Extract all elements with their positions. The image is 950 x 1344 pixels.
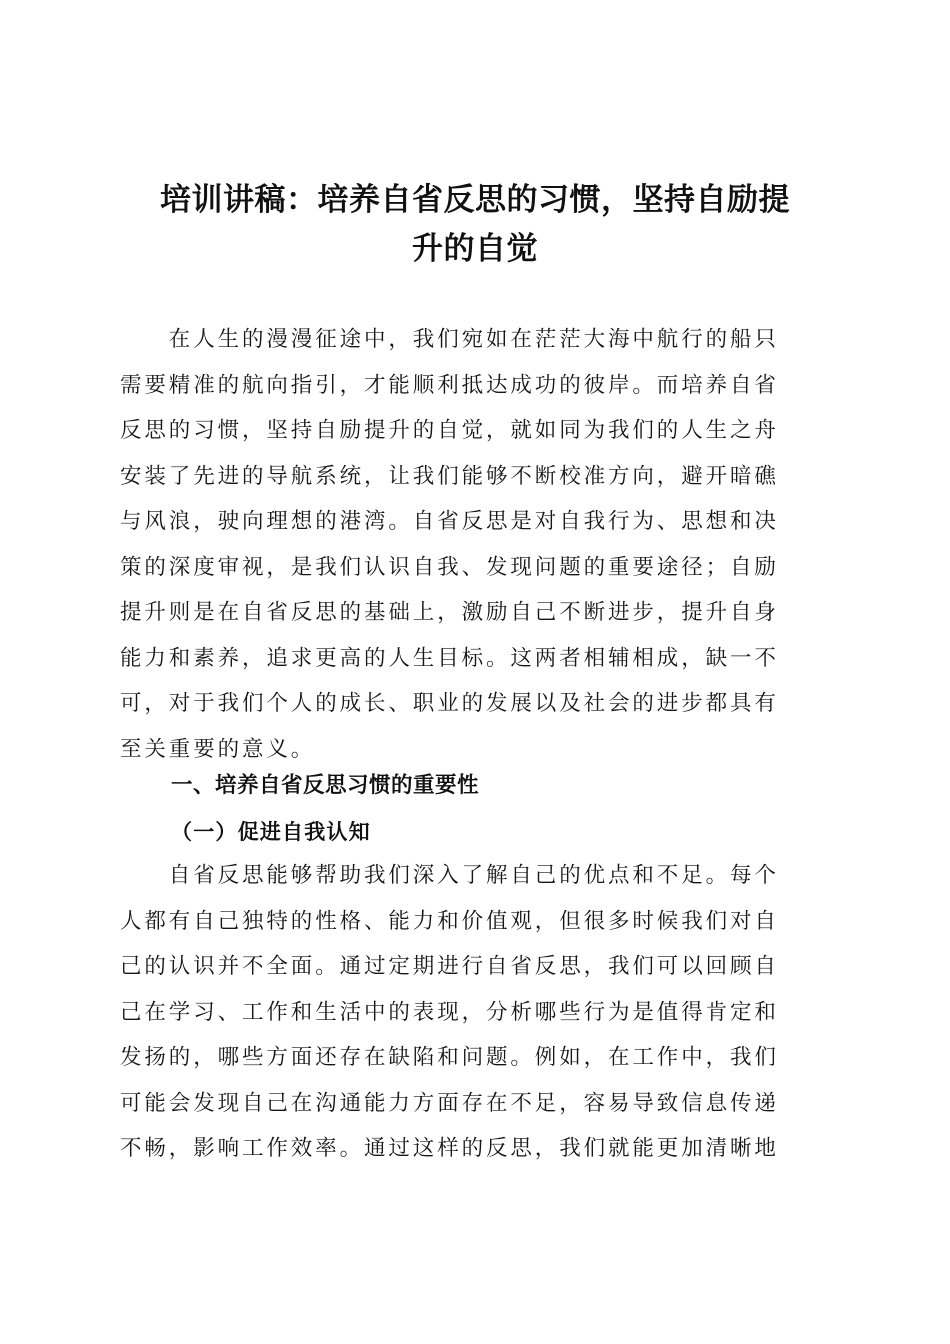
paragraph-line: 在人生的漫漫征途中，我们宛如在茫茫大海中航行的船只 (120, 327, 779, 352)
paragraph-line: 己的认识并不全面。通过定期进行自省反思，我们可以回顾自 (120, 954, 779, 979)
paragraph-line: 发扬的，哪些方面还存在缺陷和问题。例如，在工作中，我们 (120, 1045, 779, 1070)
paragraph-line: 能力和素养，追求更高的人生目标。这两者相辅相成，缺一不 (120, 645, 779, 671)
paragraph-line: 不畅，影响工作效率。通过这样的反思，我们就能更加清晰地 (120, 1136, 779, 1161)
paragraph-line: 需要精准的航向指引，才能顺利抵达成功的彼岸。而培养自省 (120, 372, 779, 398)
paragraph-line: 可，对于我们个人的成长、职业的发展以及社会的进步都具有 (120, 691, 779, 716)
paragraph-line: 反思的习惯，坚持自励提升的自觉，就如同为我们的人生之舟 (120, 418, 779, 443)
section-heading: 一、培养自省反思习惯的重要性 (171, 773, 480, 798)
paragraph-line: 与风浪，驶向理想的港湾。自省反思是对自我行为、思想和决 (120, 509, 779, 534)
paragraph-line: 至关重要的意义。 (120, 736, 316, 762)
paragraph-line: 可能会发现自己在沟通能力方面存在不足，容易导致信息传递 (120, 1090, 779, 1116)
title-line: 培训讲稿：培养自省反思的习惯，坚持自励提 (160, 182, 790, 218)
document-title (100, 176, 850, 274)
title-line: 升的自觉 (412, 231, 538, 267)
paragraph-line: 提升则是在自省反思的基础上，激励自己不断进步，提升自身 (120, 600, 779, 625)
subsection-heading: （一）促进自我认知 (171, 819, 371, 844)
intro-paragraph (120, 317, 822, 772)
paragraph-line: 人都有自己独特的性格、能力和价值观，但很多时候我们对自 (120, 908, 779, 934)
paragraph-line: 自省反思能够帮助我们深入了解自己的优点和不足。每个 (120, 863, 779, 888)
paragraph-line: 己在学习、工作和生活中的表现，分析哪些行为是值得肯定和 (120, 999, 779, 1025)
body-paragraph (120, 853, 822, 1172)
paragraph-line: 策的深度审视，是我们认识自我、发现问题的重要途径；自励 (120, 554, 779, 580)
paragraph-line: 安装了先进的导航系统，让我们能够不断校准方向，避开暗礁 (120, 463, 779, 489)
